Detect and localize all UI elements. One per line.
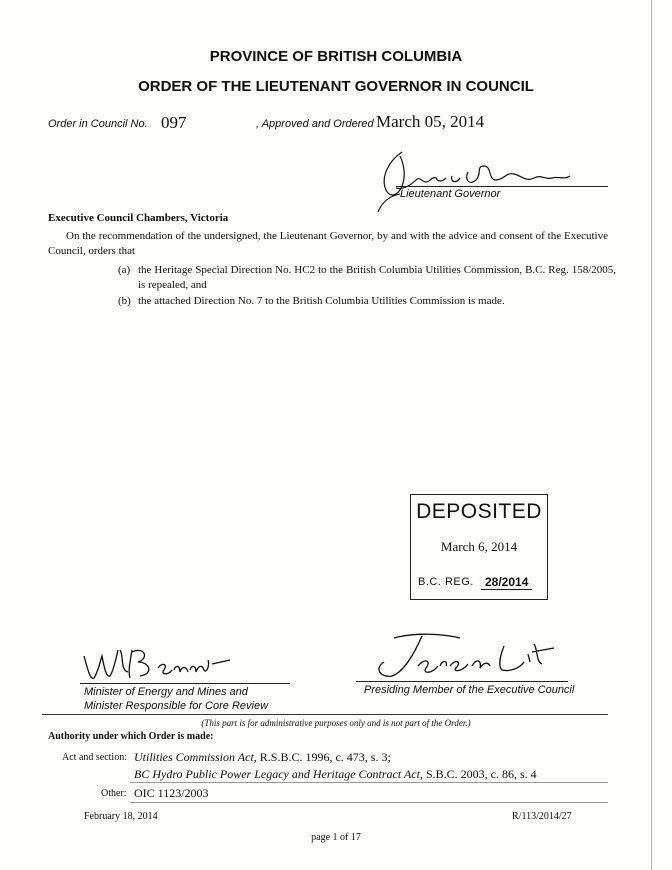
act-name: Utilities Commission Act (134, 750, 254, 764)
item-letter: (b) (118, 295, 131, 307)
scan-edge (651, 0, 652, 870)
act-section-label: Act and section: (62, 752, 127, 763)
presiding-member-signature (364, 628, 594, 684)
footer-date: February 18, 2014 (84, 811, 158, 822)
presiding-signature-line (356, 681, 568, 682)
other-value: OIC 1123/2003 (134, 786, 209, 800)
minister-signature-line (80, 683, 290, 684)
minister-caption-line: Minister of Energy and Mines and (84, 686, 248, 698)
lt-governor-signature-line (396, 186, 608, 187)
minister-signature (80, 636, 260, 686)
act-name: BC Hydro Public Power Legacy and Heritage Contract Act (134, 767, 420, 781)
province-heading: PROVINCE OF BRITISH COLUMBIA (209, 48, 463, 65)
deposited-date: March 6, 2014 (440, 539, 518, 554)
list-item (118, 263, 618, 297)
reg-number: 28/2014 (481, 575, 532, 590)
act-citation: , R.S.B.C. 1996, c. 473, s. 3; (253, 750, 391, 764)
act-citation: , S.B.C. 2003, c. 86, s. 4 (419, 767, 537, 781)
minister-caption-line: Minister Responsible for Core Review (84, 700, 269, 712)
minister-caption (84, 685, 268, 713)
oic-number: 097 (161, 113, 187, 132)
approved-date: March 05, 2014 (376, 112, 485, 131)
footer-reference: R/113/2014/27 (512, 811, 572, 822)
page-number: page 1 of 17 (311, 832, 361, 843)
admin-note: (This part is for administrative purposes only and is not part of the Order.) (201, 718, 471, 728)
item-letter: (a) (118, 264, 131, 276)
deposited-title: DEPOSITED (416, 500, 542, 523)
other-label: Other: (101, 788, 127, 799)
admin-divider (42, 714, 608, 715)
item-text: the Heritage Special Direction No. HC2 to the British Columbia Utilities Commission, B.C. Reg. 158/2005, is repealed, and (138, 264, 616, 291)
presiding-caption: Presiding Member of the Executive Council (364, 684, 575, 696)
lt-governor-signature (372, 146, 602, 216)
item-text: the attached Direction No. 7 to the British Columbia Utilities Commission is made. (138, 295, 505, 307)
list-item (118, 294, 618, 312)
authority-heading: Authority under which Order is made: (48, 731, 214, 742)
approved-label: , Approved and Ordered (256, 118, 374, 130)
chambers-heading: Executive Council Chambers, Victoria (48, 212, 229, 224)
oic-label: Order in Council No. (48, 118, 148, 130)
act-line-1 (134, 750, 391, 765)
lt-governor-caption: Lieutenant Governor (400, 188, 501, 200)
reg-label: B.C. REG. (418, 576, 474, 588)
act-line-2 (134, 767, 537, 782)
act-divider (130, 782, 608, 783)
recital-paragraph: On the recommendation of the undersigned, the Lieutenant Governor, by and with the advice and consent of the Executive Council, orders that (48, 230, 608, 257)
other-divider (130, 802, 608, 803)
order-title: ORDER OF THE LIEUTENANT GOVERNOR IN COUNCIL (138, 78, 534, 95)
